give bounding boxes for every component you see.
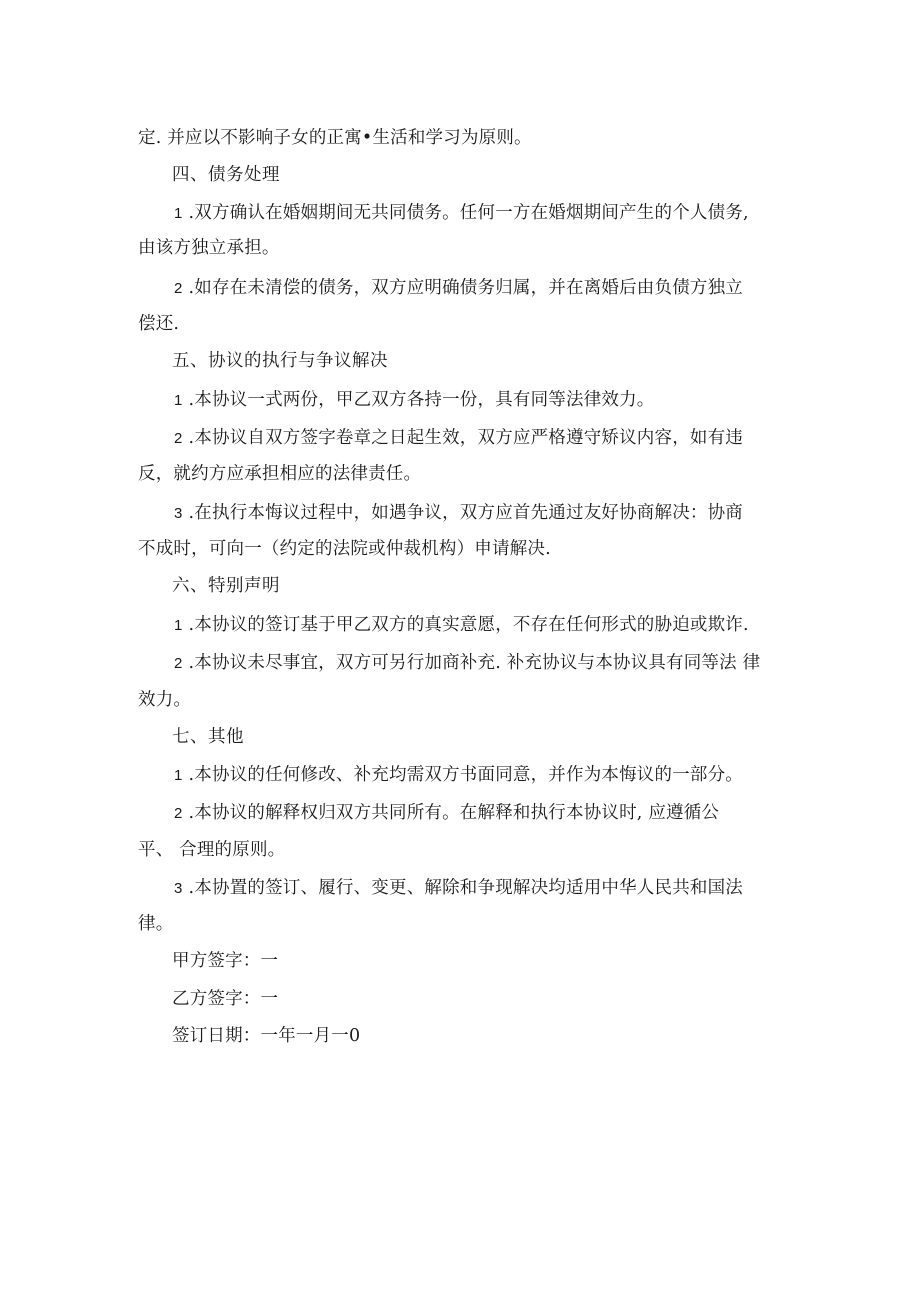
section7-item1-line1 <box>174 764 743 787</box>
party-a-signature: 甲方签字：一 <box>172 951 279 971</box>
item-number: 2 <box>174 805 183 822</box>
item-number: 1 <box>174 767 183 784</box>
section6-item1-line1 <box>174 614 749 637</box>
section6-heading: 六、特别声明 <box>172 576 280 596</box>
section4-heading: 四、债务处理 <box>172 165 280 185</box>
section4-item1-line2: 由该方独立承担。 <box>138 238 280 258</box>
item-text: .本协置的签订、履行、变更、解除和争现解决均适用中华人民共和国法 <box>188 878 744 898</box>
item-text: .本协议的解释权归双方共同所有。在解释和执行本协议时, 应遵循公 <box>188 803 720 823</box>
item-number: 3 <box>174 880 183 897</box>
section7-item3-line2: 律。 <box>138 914 174 934</box>
item-text: .本协议的签订基于甲乙双方的真实意愿，不存在任何形式的胁迫或欺诈. <box>188 615 749 635</box>
item-number: 2 <box>174 430 183 447</box>
section6-item2-line2: 效力。 <box>138 690 192 710</box>
section7-item2-line1 <box>174 802 719 825</box>
section4-item2-line2: 偿还. <box>138 314 180 334</box>
item-text: .本协议的任何修改、补充均需双方书面同意，并作为本悔议的一部分。 <box>188 765 744 785</box>
section5-heading: 五、协议的执行与争议解决 <box>172 351 388 371</box>
section7-item2-line2: 平、 合理的原则。 <box>138 840 286 860</box>
item-number: 2 <box>174 655 183 672</box>
item-text: .本协议未尽事宜，双方可另行加商补充. 补充协议与本协议具有同等法 律 <box>188 653 761 673</box>
item-text: .双方确认在婚姻期间无共同债务。任何一方在婚烟期间产生的个人债务, <box>188 203 749 223</box>
section5-item2-line1 <box>174 427 743 450</box>
section4-item1-line1 <box>174 202 749 225</box>
section5-item1-line1 <box>174 389 655 412</box>
item-number: 2 <box>174 280 183 297</box>
party-b-signature: 乙方签字：一 <box>172 989 279 1009</box>
section4-item2-line1 <box>174 277 743 300</box>
section5-item3-line2: 不成时，可向一（约定的法院或仲裁机构）申请解决. <box>138 539 551 559</box>
item-number: 1 <box>174 205 183 222</box>
item-text: .如存在未清偿的债务，双方应明确债务归属，并在离婚后由负债方独立 <box>188 278 744 298</box>
item-number: 3 <box>174 505 183 522</box>
item-number: 1 <box>174 617 183 634</box>
section5-item2-line2: 反，就约方应承担相应的法律责任。 <box>138 464 422 484</box>
item-text: .本协议自双方签字卷章之日起生效，双方应严格遵守矫议内容，如有违 <box>188 428 744 448</box>
section7-heading: 七、其他 <box>172 727 244 747</box>
intro-tail-line: 定. 并应以不影响子女的正寓•生活和学习为原则。 <box>138 128 532 148</box>
signing-date: 签订日期：一年一月一0 <box>172 1026 361 1046</box>
item-number: 1 <box>174 392 183 409</box>
section5-item3-line1 <box>174 502 743 525</box>
item-text: .本协议一式两份，甲乙双方各持一份，具有同等法律效力。 <box>188 390 655 410</box>
section7-item3-line1 <box>174 877 743 900</box>
section6-item2-line1 <box>174 652 760 675</box>
item-text: .在执行本悔议过程中，如遇争议，双方应首先通过友好协商解决：协商 <box>188 503 744 523</box>
